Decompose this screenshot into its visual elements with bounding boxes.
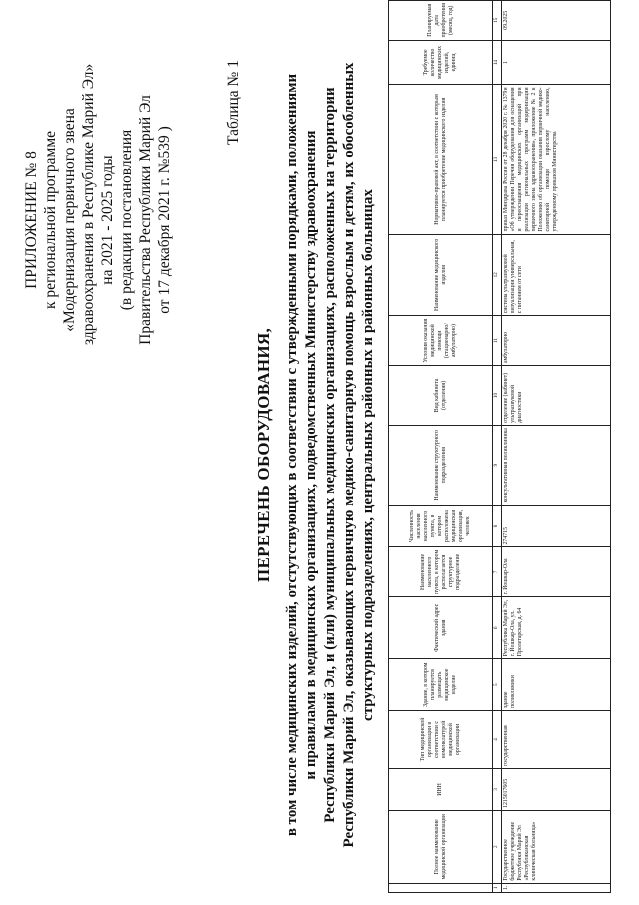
column-number: 10 <box>493 366 502 426</box>
column-number: 2 <box>493 810 502 883</box>
header-cell: Вид кабинета (отделения) <box>389 366 493 426</box>
header-cell: Требуемое количество медицинских изделий, единиц <box>389 40 493 85</box>
document-subtitle <box>283 35 378 875</box>
header-cell: Численность населения населенного пункта, в котором расположена медицинская организация, человек <box>389 505 493 547</box>
header-cell: Нормативно-правовой акт, в соответствии с которым планируется приобретение медицинского изделия <box>389 85 493 234</box>
subtitle-line: Республики Марий Эл, и (или) муниципальных медицинских организациях, расположенных на территории <box>322 87 338 823</box>
subtitle-line: структурных подразделениях, центральных районных и районных больницах <box>360 189 376 721</box>
column-number: 15 <box>493 1 502 41</box>
row-number: 1. <box>502 883 611 892</box>
care-conditions: амбулаторно <box>502 316 611 366</box>
column-number: 5 <box>493 659 502 711</box>
header-line: «Модернизация первичного звена <box>61 108 78 332</box>
column-number: 6 <box>493 597 502 659</box>
organization-type: государственная <box>502 711 611 769</box>
legal-act: приказ Минздрава России от 28 декабря 2020 г. № 1379н «Об утверждении Перечня оборудования для оснащения и переоснащения медицинских организаций при реализации региональных программ модернизации первичного звена здравоохранения», приложение № 2 к Положению об организации оказания первичной медико-санитарной помощи взрослому населению, утвержденному приказом Министерства <box>502 85 611 234</box>
document-title: ПЕРЕЧЕНЬ ОБОРУДОВАНИЯ, <box>254 327 273 583</box>
subtitle-line: в том числе медицинских изделий, отстутствующих в соответствии с утвержденными порядками, положениями <box>284 73 300 837</box>
header-line: ПРИЛОЖЕНИЕ № 8 <box>23 151 40 289</box>
column-number: 11 <box>493 316 502 366</box>
header-line: Правительства Республики Марий Эл <box>137 95 154 345</box>
column-number: 8 <box>493 505 502 547</box>
column-number: 13 <box>493 85 502 234</box>
header-line: к региональной программе <box>42 130 59 310</box>
column-number: 3 <box>493 768 502 810</box>
header-line: (в редакции постановления <box>118 129 135 311</box>
header-cell: Наименование населенного пункта, в котором располагается структурное подразделение <box>389 547 493 597</box>
column-number: 14 <box>493 40 502 85</box>
subtitle-line: Республики Марий Эл, оказывающих первичную медико-санитарную помощь взрослым и детям, их обособленных <box>341 62 357 848</box>
inn-value: 1215017605 <box>502 768 611 810</box>
header-cell: Здание, в котором планируется размещать медицинское изделие <box>389 659 493 711</box>
population: 274715 <box>502 505 611 547</box>
equipment-table <box>388 0 611 893</box>
header-cell: Условия оказания медицинской помощи (стационарно/амбулаторно) <box>389 316 493 366</box>
table-row <box>502 1 611 893</box>
table-header-row <box>389 1 493 893</box>
address: Республика Марий Эл, г. Йошкар-Ола, ул. Пролетарская, д. 64 <box>502 597 611 659</box>
header-cell: Наименование структурного подразделения <box>389 425 493 505</box>
organization-name: Государственное бюджетное учреждение Республики Марий Эл «Республиканская клиническая больница» <box>502 810 611 883</box>
column-number-row <box>493 1 502 893</box>
header-cell: ИНН <box>389 768 493 810</box>
header-cell <box>389 883 493 892</box>
header-cell: Планируемая дата приобретения (месяц, год) <box>389 1 493 41</box>
header-cell: Полное наименование медицинской организации <box>389 810 493 883</box>
building: здание поликлиники <box>502 659 611 711</box>
subdivision: консультативная поликлиника <box>502 425 611 505</box>
column-number: 1 <box>493 883 502 892</box>
settlement: г. Йошкар-Ола <box>502 547 611 597</box>
column-number: 7 <box>493 547 502 597</box>
subtitle-line: и правилами в медицинских организациях, подведомственных Министерству здравоохранения <box>303 130 319 780</box>
quantity: 1 <box>502 40 611 85</box>
column-number: 9 <box>493 425 502 505</box>
column-number: 12 <box>493 234 502 316</box>
header-cell: Тип медицинской организации в соответствии с номенклатурой медицинской организации <box>389 711 493 769</box>
appendix-header <box>22 63 174 345</box>
header-cell: Наименование медицинского изделия <box>389 234 493 316</box>
purchase-date: 09.2025 <box>502 1 611 41</box>
cabinet-type: отделение (кабинет) ультразвуковой диагностики <box>502 366 611 426</box>
header-line: на 2021 - 2025 годы <box>99 155 116 285</box>
header-line: от 17 декабря 2021 г. №539 ) <box>156 126 173 314</box>
table-number: Таблица № 1 <box>225 60 242 145</box>
device-name: система ультразвуковой визуализации универсальная, с питанием от сети <box>502 234 611 316</box>
column-number: 4 <box>493 711 502 769</box>
header-cell: Фактический адрес здания <box>389 597 493 659</box>
header-line: здравоохранения в Республике Марий Эл» <box>80 63 97 345</box>
